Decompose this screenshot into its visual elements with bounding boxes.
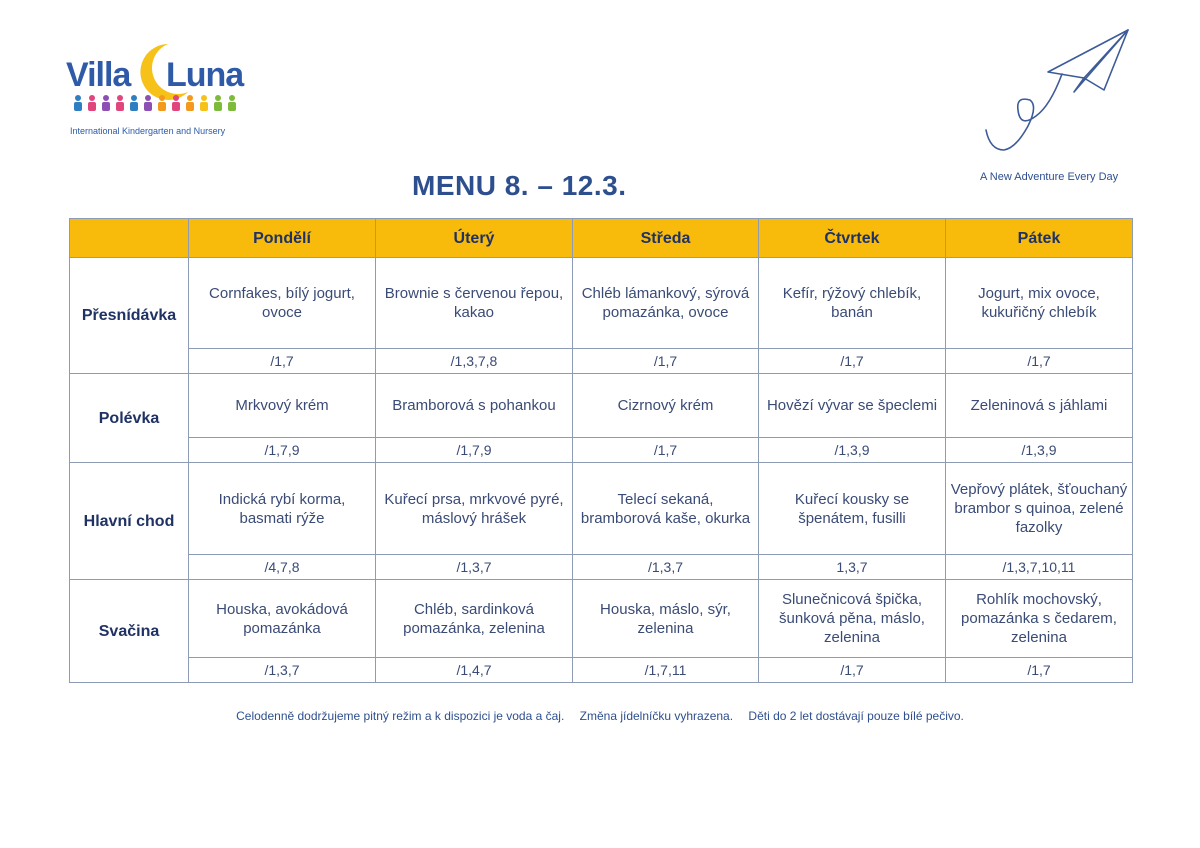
header-corner bbox=[70, 219, 189, 258]
allergen-cell: /1,3,7 bbox=[376, 555, 573, 580]
meal-type-label: Svačina bbox=[70, 580, 189, 683]
allergen-cell: /1,7 bbox=[759, 658, 946, 683]
meal-cell: Chléb, sardinková pomazánka, zelenina bbox=[376, 580, 573, 658]
meal-cell: Houska, avokádová pomazánka bbox=[189, 580, 376, 658]
footer-note-drinking: Celodenně dodržujeme pitný režim a k dispozici je voda a čaj. bbox=[236, 709, 565, 723]
tagline: A New Adventure Every Day bbox=[980, 171, 1119, 183]
meal-type-label: Přesnídávka bbox=[70, 258, 189, 374]
allergen-cell: /1,7 bbox=[946, 658, 1133, 683]
meal-cell: Vepřový plátek, šťouchaný brambor s quinoa, zelené fazolky bbox=[946, 463, 1133, 555]
allergen-cell: /1,7 bbox=[573, 438, 759, 463]
allergen-cell: /1,3,9 bbox=[759, 438, 946, 463]
allergen-cell: /1,7 bbox=[189, 349, 376, 374]
meal-row bbox=[70, 258, 1133, 349]
header-row bbox=[70, 219, 1133, 258]
allergen-row bbox=[70, 349, 1133, 374]
meal-row bbox=[70, 580, 1133, 658]
allergen-cell: /1,3,7 bbox=[189, 658, 376, 683]
footer-notes bbox=[0, 709, 1200, 723]
footer-note-bread: Děti do 2 let dostávají pouze bílé pečivo. bbox=[748, 709, 964, 723]
meal-cell: Kuřecí kousky se špenátem, fusilli bbox=[759, 463, 946, 555]
page-title: MENU 8. – 12.3. bbox=[412, 170, 627, 201]
logo-name-villa: Villa bbox=[66, 56, 131, 94]
meal-cell: Brownie s červenou řepou, kakao bbox=[376, 258, 573, 349]
meal-cell: Jogurt, mix ovoce, kukuřičný chlebík bbox=[946, 258, 1133, 349]
day-header: Středa bbox=[573, 219, 759, 258]
meal-cell: Chléb lámankový, sýrová pomazánka, ovoce bbox=[573, 258, 759, 349]
meal-type-label: Polévka bbox=[70, 374, 189, 463]
allergen-row bbox=[70, 555, 1133, 580]
meal-cell: Slunečnicová špička, šunková pěna, máslo, zelenina bbox=[759, 580, 946, 658]
meal-cell: Zeleninová s jáhlami bbox=[946, 374, 1133, 438]
allergen-row bbox=[70, 658, 1133, 683]
allergen-cell: /1,7,11 bbox=[573, 658, 759, 683]
allergen-cell: /1,7 bbox=[946, 349, 1133, 374]
day-header: Úterý bbox=[376, 219, 573, 258]
allergen-cell: /1,3,9 bbox=[946, 438, 1133, 463]
menu-table bbox=[69, 218, 1133, 683]
meal-cell: Rohlík mochovský, pomazánka s čedarem, zelenina bbox=[946, 580, 1133, 658]
meal-cell: Cornfakes, bílý jogurt, ovoce bbox=[189, 258, 376, 349]
footer-note-changes: Změna jídelníčku vyhrazena. bbox=[579, 709, 734, 723]
day-header: Pondělí bbox=[189, 219, 376, 258]
children-icon bbox=[72, 94, 242, 112]
allergen-cell: /1,3,7,10,11 bbox=[946, 555, 1133, 580]
meal-cell: Kefír, rýžový chlebík, banán bbox=[759, 258, 946, 349]
meal-cell: Telecí sekaná, bramborová kaše, okurka bbox=[573, 463, 759, 555]
meal-cell: Houska, máslo, sýr, zelenina bbox=[573, 580, 759, 658]
allergen-cell: /4,7,8 bbox=[189, 555, 376, 580]
meal-cell: Indická rybí korma, basmati rýže bbox=[189, 463, 376, 555]
allergen-row bbox=[70, 438, 1133, 463]
allergen-cell: 1,3,7 bbox=[759, 555, 946, 580]
meal-row bbox=[70, 463, 1133, 555]
allergen-cell: /1,3,7,8 bbox=[376, 349, 573, 374]
meal-row bbox=[70, 374, 1133, 438]
meal-cell: Cizrnový krém bbox=[573, 374, 759, 438]
meal-cell: Mrkvový krém bbox=[189, 374, 376, 438]
allergen-cell: /1,7,9 bbox=[189, 438, 376, 463]
allergen-cell: /1,4,7 bbox=[376, 658, 573, 683]
allergen-cell: /1,3,7 bbox=[573, 555, 759, 580]
logo-subtitle: International Kindergarten and Nursery bbox=[70, 126, 226, 136]
day-header: Čtvrtek bbox=[759, 219, 946, 258]
logo bbox=[66, 44, 246, 140]
meal-type-label: Hlavní chod bbox=[70, 463, 189, 580]
allergen-cell: /1,7,9 bbox=[376, 438, 573, 463]
day-header: Pátek bbox=[946, 219, 1133, 258]
allergen-cell: /1,7 bbox=[759, 349, 946, 374]
logo-name-luna: Luna bbox=[166, 56, 244, 94]
paper-plane-icon bbox=[980, 26, 1140, 166]
meal-cell: Kuřecí prsa, mrkvové pyré, máslový hrášek bbox=[376, 463, 573, 555]
meal-cell: Hovězí vývar se špeclemi bbox=[759, 374, 946, 438]
meal-cell: Bramborová s pohankou bbox=[376, 374, 573, 438]
allergen-cell: /1,7 bbox=[573, 349, 759, 374]
